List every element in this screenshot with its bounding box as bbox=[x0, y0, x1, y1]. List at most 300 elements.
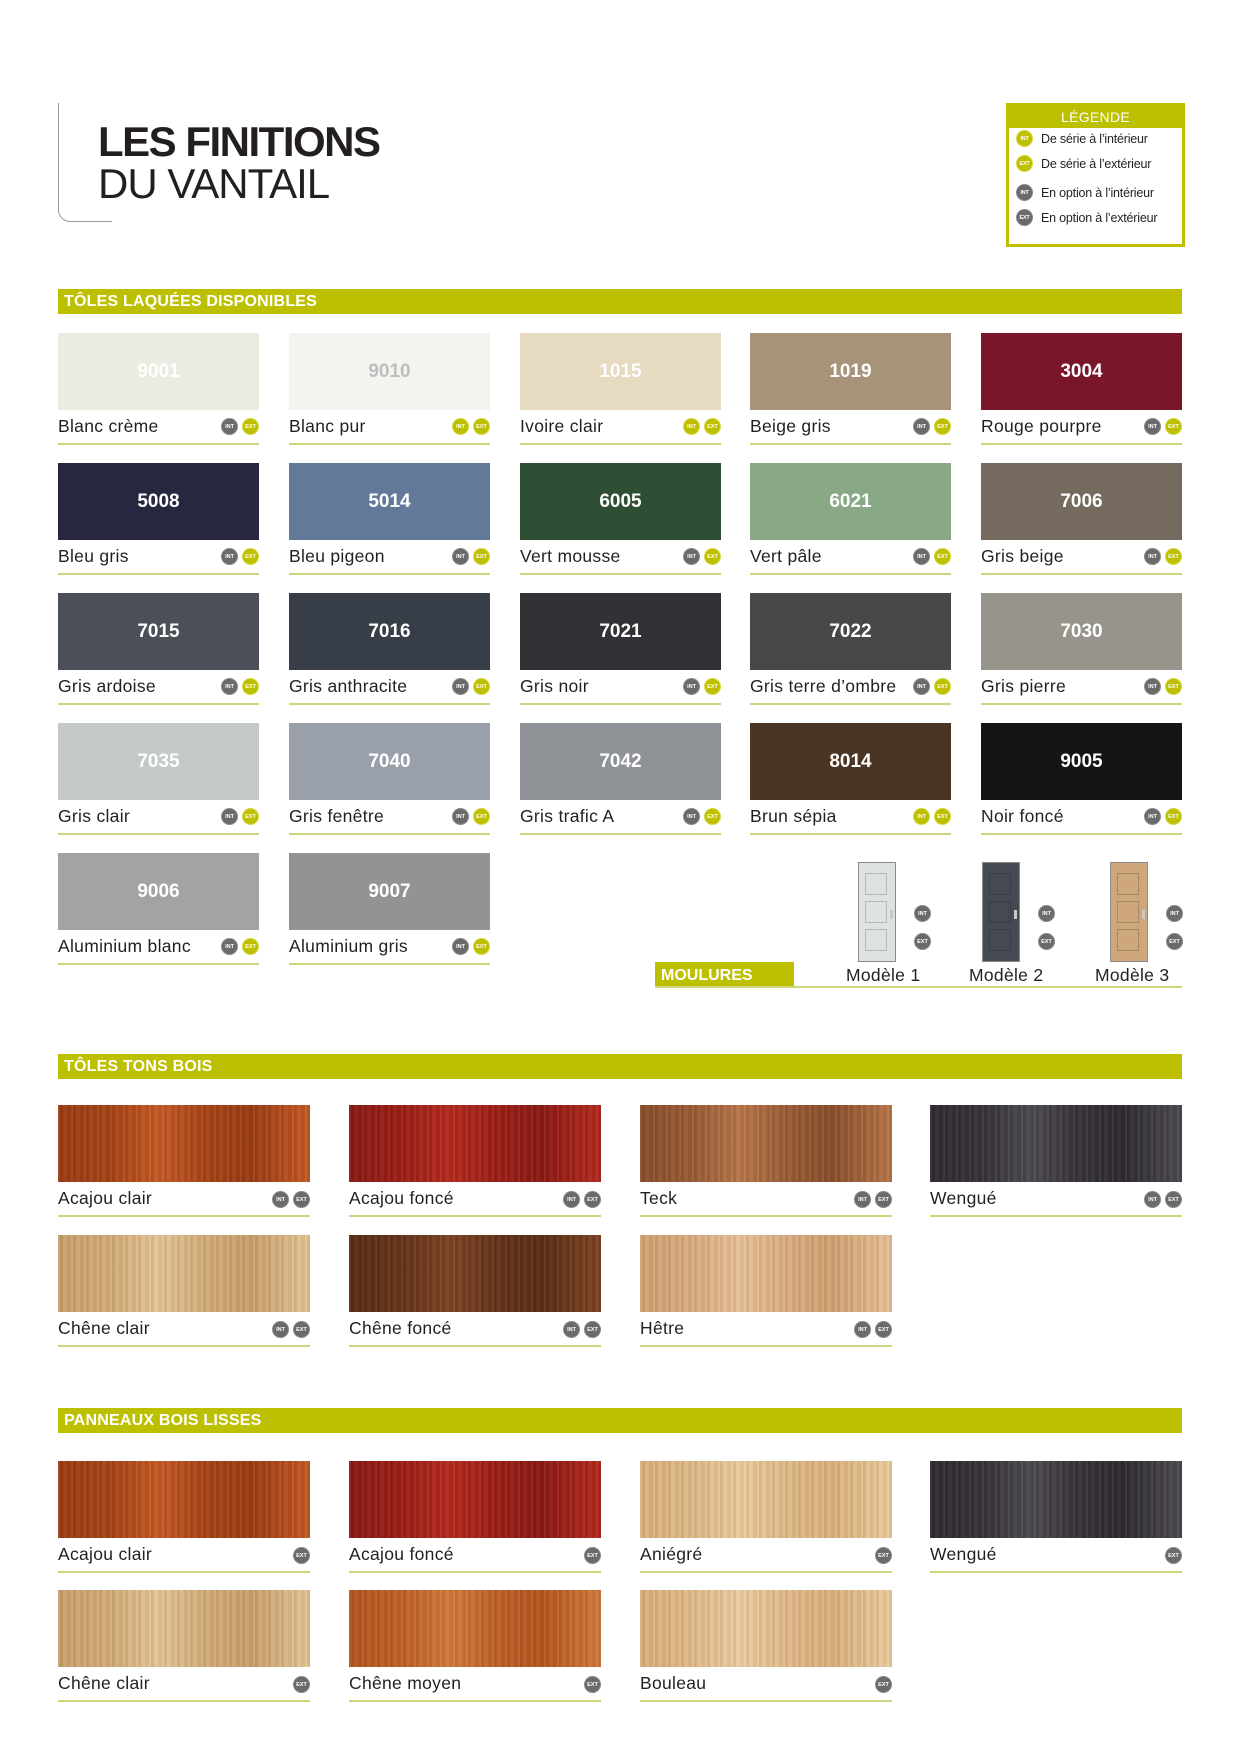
wood-swatch bbox=[58, 1105, 310, 1182]
color-swatch bbox=[58, 593, 259, 670]
ext-badge-icon: EXT bbox=[875, 1676, 892, 1693]
wood-finish-card bbox=[349, 1105, 601, 1217]
color-name: Gris beige bbox=[981, 546, 1064, 566]
finish-card bbox=[981, 333, 1182, 445]
availability-badges bbox=[221, 808, 259, 825]
card-underline bbox=[750, 443, 951, 445]
door-panel-molding bbox=[989, 929, 1011, 951]
color-swatch bbox=[58, 853, 259, 930]
card-underline bbox=[58, 1345, 310, 1347]
availability-badges bbox=[683, 808, 721, 825]
availability-badges bbox=[221, 418, 259, 435]
color-name: Bleu pigeon bbox=[289, 546, 385, 566]
ext-badge-icon: EXT bbox=[704, 808, 721, 825]
color-name: Gris trafic A bbox=[520, 806, 615, 826]
ext-badge-icon: EXT bbox=[875, 1191, 892, 1208]
card-underline bbox=[750, 703, 951, 705]
ext-badge-icon: EXT bbox=[584, 1321, 601, 1338]
card-underline bbox=[58, 1700, 310, 1702]
color-name: Aluminium blanc bbox=[58, 936, 191, 956]
color-code: 1015 bbox=[599, 360, 642, 382]
color-swatch bbox=[750, 333, 951, 410]
finish-card bbox=[750, 723, 951, 835]
wood-name: Acajou foncé bbox=[349, 1544, 454, 1564]
ext-badge-icon: EXT bbox=[704, 548, 721, 565]
door-panel-molding bbox=[865, 901, 887, 923]
availability-badges bbox=[584, 1676, 601, 1693]
card-underline bbox=[981, 703, 1182, 705]
availability-badges bbox=[221, 548, 259, 565]
page-title-line1: LES FINITIONS bbox=[98, 118, 380, 165]
section-title-laquees: TÔLES LAQUÉES DISPONIBLES bbox=[58, 289, 1182, 314]
color-name: Ivoire clair bbox=[520, 416, 604, 436]
color-name: Brun sépia bbox=[750, 806, 837, 826]
door-panel-molding bbox=[989, 873, 1011, 895]
ext-badge-icon: EXT bbox=[242, 808, 259, 825]
ext-badge-icon: EXT bbox=[1165, 1191, 1182, 1208]
wood-swatch bbox=[640, 1105, 892, 1182]
wood-swatch bbox=[640, 1461, 892, 1538]
int-badge-icon: INT bbox=[221, 418, 238, 435]
int-badge-icon: INT bbox=[1144, 418, 1161, 435]
card-underline bbox=[289, 963, 490, 965]
color-swatch bbox=[981, 593, 1182, 670]
section-title-tons-bois: TÔLES TONS BOIS bbox=[58, 1054, 1182, 1079]
color-code: 3004 bbox=[1060, 360, 1103, 382]
int-badge-icon: INT bbox=[913, 808, 930, 825]
ext-badge-icon: EXT bbox=[584, 1191, 601, 1208]
ext-badge-icon: EXT bbox=[1165, 548, 1182, 565]
finish-card bbox=[289, 853, 490, 965]
card-underline bbox=[981, 443, 1182, 445]
color-code: 7021 bbox=[599, 620, 642, 642]
availability-badges bbox=[563, 1191, 601, 1208]
wood-name: Chêne clair bbox=[58, 1673, 150, 1693]
color-code: 7006 bbox=[1060, 490, 1103, 512]
color-code: 8014 bbox=[829, 750, 872, 772]
int-badge-icon: INT bbox=[854, 1191, 871, 1208]
legend-item-label: De série à l’extérieur bbox=[1041, 156, 1152, 171]
wood-swatch bbox=[349, 1235, 601, 1312]
wood-finish-card bbox=[640, 1590, 892, 1702]
card-underline bbox=[520, 573, 721, 575]
wood-swatch bbox=[640, 1235, 892, 1312]
card-underline bbox=[349, 1345, 601, 1347]
color-code: 9006 bbox=[137, 880, 180, 902]
int-badge-icon: INT bbox=[854, 1321, 871, 1338]
color-code: 7042 bbox=[599, 750, 642, 772]
int-badge-icon: INT bbox=[1038, 905, 1055, 922]
finish-card bbox=[289, 723, 490, 835]
availability-badges bbox=[563, 1321, 601, 1338]
availability-badges bbox=[913, 808, 951, 825]
availability-badges bbox=[452, 548, 490, 565]
int-badge-icon: INT bbox=[1016, 130, 1033, 147]
ext-badge-icon: EXT bbox=[1165, 678, 1182, 695]
card-underline bbox=[58, 833, 259, 835]
color-name: Gris pierre bbox=[981, 676, 1066, 696]
int-badge-icon: INT bbox=[1016, 184, 1033, 201]
int-badge-icon: INT bbox=[221, 678, 238, 695]
ext-badge-icon: EXT bbox=[1165, 808, 1182, 825]
legend-item-label: De série à l’intérieur bbox=[1041, 131, 1148, 146]
int-badge-icon: INT bbox=[272, 1321, 289, 1338]
legend-title: LÉGENDE bbox=[1009, 106, 1182, 128]
door-model-image bbox=[982, 862, 1020, 962]
legend-box bbox=[1006, 103, 1185, 247]
wood-finish-card bbox=[58, 1105, 310, 1217]
int-badge-icon: INT bbox=[221, 808, 238, 825]
color-swatch bbox=[750, 723, 951, 800]
wood-swatch bbox=[349, 1461, 601, 1538]
door-handle bbox=[1142, 910, 1145, 919]
ext-badge-icon: EXT bbox=[1016, 209, 1033, 226]
int-badge-icon: INT bbox=[452, 678, 469, 695]
legend-item bbox=[1016, 155, 1151, 172]
int-badge-icon: INT bbox=[1166, 905, 1183, 922]
model-int-badge bbox=[914, 905, 931, 922]
finish-card bbox=[289, 463, 490, 575]
color-swatch bbox=[58, 333, 259, 410]
model-label: Modèle 1 bbox=[846, 965, 921, 985]
color-code: 9001 bbox=[137, 360, 180, 382]
ext-badge-icon: EXT bbox=[934, 678, 951, 695]
color-code: 7015 bbox=[137, 620, 180, 642]
int-badge-icon: INT bbox=[452, 938, 469, 955]
availability-badges bbox=[221, 678, 259, 695]
card-underline bbox=[289, 703, 490, 705]
color-code: 5014 bbox=[368, 490, 411, 512]
color-code: 9005 bbox=[1060, 750, 1103, 772]
color-name: Noir foncé bbox=[981, 806, 1064, 826]
availability-badges bbox=[1144, 418, 1182, 435]
int-badge-icon: INT bbox=[1144, 678, 1161, 695]
wood-finish-card bbox=[58, 1590, 310, 1702]
color-swatch bbox=[520, 723, 721, 800]
ext-badge-icon: EXT bbox=[293, 1676, 310, 1693]
finish-card bbox=[981, 593, 1182, 705]
card-underline bbox=[981, 573, 1182, 575]
color-code: 7040 bbox=[368, 750, 411, 772]
availability-badges bbox=[854, 1321, 892, 1338]
availability-badges bbox=[452, 418, 490, 435]
card-underline bbox=[640, 1700, 892, 1702]
door-panel-molding bbox=[865, 873, 887, 895]
card-underline bbox=[349, 1571, 601, 1573]
page-title-line2: DU VANTAIL bbox=[98, 160, 330, 207]
int-badge-icon: INT bbox=[1144, 1191, 1161, 1208]
availability-badges bbox=[683, 418, 721, 435]
door-panel-molding bbox=[1117, 873, 1139, 895]
availability-badges bbox=[221, 938, 259, 955]
ext-badge-icon: EXT bbox=[934, 808, 951, 825]
card-underline bbox=[58, 443, 259, 445]
model-ext-badge bbox=[914, 933, 931, 950]
section-title-panneaux: PANNEAUX BOIS LISSES bbox=[58, 1408, 1182, 1433]
color-name: Gris ardoise bbox=[58, 676, 156, 696]
color-swatch bbox=[981, 463, 1182, 540]
availability-badges bbox=[683, 678, 721, 695]
ext-badge-icon: EXT bbox=[473, 418, 490, 435]
card-underline bbox=[58, 703, 259, 705]
color-code: 6005 bbox=[599, 490, 642, 512]
card-underline bbox=[640, 1345, 892, 1347]
door-handle bbox=[1014, 910, 1017, 919]
ext-badge-icon: EXT bbox=[293, 1321, 310, 1338]
int-badge-icon: INT bbox=[272, 1191, 289, 1208]
wood-name: Wengué bbox=[930, 1188, 997, 1208]
availability-badges bbox=[272, 1191, 310, 1208]
ext-badge-icon: EXT bbox=[293, 1191, 310, 1208]
card-underline bbox=[750, 573, 951, 575]
wood-name: Chêne clair bbox=[58, 1318, 150, 1338]
color-code: 5008 bbox=[137, 490, 180, 512]
color-swatch bbox=[750, 593, 951, 670]
ext-badge-icon: EXT bbox=[242, 938, 259, 955]
finish-card bbox=[58, 333, 259, 445]
availability-badges bbox=[584, 1547, 601, 1564]
finish-card bbox=[750, 593, 951, 705]
ext-badge-icon: EXT bbox=[704, 678, 721, 695]
ext-badge-icon: EXT bbox=[934, 418, 951, 435]
ext-badge-icon: EXT bbox=[473, 938, 490, 955]
availability-badges bbox=[452, 938, 490, 955]
color-swatch bbox=[58, 463, 259, 540]
card-underline bbox=[349, 1700, 601, 1702]
door-handle bbox=[890, 910, 893, 919]
legend-item bbox=[1016, 184, 1154, 201]
card-underline bbox=[520, 443, 721, 445]
wood-name: Acajou foncé bbox=[349, 1188, 454, 1208]
availability-badges bbox=[913, 548, 951, 565]
card-underline bbox=[289, 443, 490, 445]
color-name: Blanc pur bbox=[289, 416, 366, 436]
ext-badge-icon: EXT bbox=[473, 678, 490, 695]
legend-item-label: En option à l’intérieur bbox=[1041, 185, 1154, 200]
ext-badge-icon: EXT bbox=[914, 933, 931, 950]
int-badge-icon: INT bbox=[452, 418, 469, 435]
model-label: Modèle 3 bbox=[1095, 965, 1170, 985]
int-badge-icon: INT bbox=[1144, 548, 1161, 565]
color-swatch bbox=[289, 593, 490, 670]
int-badge-icon: INT bbox=[913, 548, 930, 565]
wood-finish-card bbox=[349, 1461, 601, 1573]
int-badge-icon: INT bbox=[914, 905, 931, 922]
wood-finish-card bbox=[349, 1235, 601, 1347]
door-panel-molding bbox=[1117, 901, 1139, 923]
availability-badges bbox=[1144, 1191, 1182, 1208]
color-name: Bleu gris bbox=[58, 546, 129, 566]
color-name: Blanc crème bbox=[58, 416, 159, 436]
finish-card bbox=[520, 723, 721, 835]
wood-name: Acajou clair bbox=[58, 1188, 153, 1208]
moulures-title: MOULURES bbox=[655, 962, 794, 987]
door-model-image bbox=[858, 862, 896, 962]
card-underline bbox=[58, 1571, 310, 1573]
color-swatch bbox=[750, 463, 951, 540]
finish-card bbox=[58, 463, 259, 575]
finish-card bbox=[520, 333, 721, 445]
availability-badges bbox=[683, 548, 721, 565]
int-badge-icon: INT bbox=[1144, 808, 1161, 825]
wood-swatch bbox=[58, 1461, 310, 1538]
wood-finish-card bbox=[930, 1105, 1182, 1217]
wood-name: Wengué bbox=[930, 1544, 997, 1564]
model-ext-badge bbox=[1038, 933, 1055, 950]
ext-badge-icon: EXT bbox=[704, 418, 721, 435]
finish-card bbox=[289, 593, 490, 705]
color-name: Rouge pourpre bbox=[981, 416, 1102, 436]
card-underline bbox=[520, 833, 721, 835]
ext-badge-icon: EXT bbox=[473, 548, 490, 565]
wood-finish-card bbox=[58, 1235, 310, 1347]
availability-badges bbox=[913, 678, 951, 695]
ext-badge-icon: EXT bbox=[242, 678, 259, 695]
ext-badge-icon: EXT bbox=[875, 1321, 892, 1338]
availability-badges bbox=[1165, 1547, 1182, 1564]
color-swatch bbox=[981, 723, 1182, 800]
finish-card bbox=[289, 333, 490, 445]
color-code: 9007 bbox=[368, 880, 411, 902]
color-swatch bbox=[289, 463, 490, 540]
color-code: 7030 bbox=[1060, 620, 1103, 642]
card-underline bbox=[750, 833, 951, 835]
color-name: Gris anthracite bbox=[289, 676, 408, 696]
color-name: Gris clair bbox=[58, 806, 131, 826]
ext-badge-icon: EXT bbox=[473, 808, 490, 825]
ext-badge-icon: EXT bbox=[584, 1676, 601, 1693]
color-swatch bbox=[58, 723, 259, 800]
availability-badges bbox=[272, 1321, 310, 1338]
door-panel-molding bbox=[865, 929, 887, 951]
color-code: 7022 bbox=[829, 620, 872, 642]
int-badge-icon: INT bbox=[452, 548, 469, 565]
finish-card bbox=[520, 593, 721, 705]
int-badge-icon: INT bbox=[913, 678, 930, 695]
wood-name: Aniégré bbox=[640, 1544, 703, 1564]
availability-badges bbox=[1144, 548, 1182, 565]
door-panel-molding bbox=[989, 901, 1011, 923]
color-name: Gris terre d’ombre bbox=[750, 676, 897, 696]
card-underline bbox=[58, 963, 259, 965]
color-name: Gris fenêtre bbox=[289, 806, 385, 826]
ext-badge-icon: EXT bbox=[293, 1547, 310, 1564]
wood-swatch bbox=[349, 1105, 601, 1182]
wood-swatch bbox=[640, 1590, 892, 1667]
color-code: 9010 bbox=[368, 360, 411, 382]
wood-name: Acajou clair bbox=[58, 1544, 153, 1564]
ext-badge-icon: EXT bbox=[1166, 933, 1183, 950]
int-badge-icon: INT bbox=[913, 418, 930, 435]
wood-name: Bouleau bbox=[640, 1673, 707, 1693]
card-underline bbox=[930, 1571, 1182, 1573]
color-code: 7035 bbox=[137, 750, 180, 772]
wood-swatch bbox=[58, 1235, 310, 1312]
card-underline bbox=[640, 1215, 892, 1217]
finish-card bbox=[981, 463, 1182, 575]
ext-badge-icon: EXT bbox=[875, 1547, 892, 1564]
wood-finish-card bbox=[58, 1461, 310, 1573]
finish-card bbox=[750, 463, 951, 575]
ext-badge-icon: EXT bbox=[242, 418, 259, 435]
color-code: 1019 bbox=[829, 360, 872, 382]
color-name: Gris noir bbox=[520, 676, 589, 696]
availability-badges bbox=[1144, 678, 1182, 695]
int-badge-icon: INT bbox=[683, 548, 700, 565]
finish-card bbox=[58, 853, 259, 965]
availability-badges bbox=[875, 1676, 892, 1693]
wood-swatch bbox=[58, 1590, 310, 1667]
legend-item bbox=[1016, 209, 1157, 226]
legend-item-label: En option à l’extérieur bbox=[1041, 210, 1158, 225]
color-swatch bbox=[520, 333, 721, 410]
finish-card bbox=[750, 333, 951, 445]
model-ext-badge bbox=[1166, 933, 1183, 950]
availability-badges bbox=[1144, 808, 1182, 825]
wood-swatch bbox=[349, 1590, 601, 1667]
availability-badges bbox=[854, 1191, 892, 1208]
door-panel-molding bbox=[1117, 929, 1139, 951]
card-underline bbox=[58, 1215, 310, 1217]
legend-item bbox=[1016, 130, 1148, 147]
card-underline bbox=[520, 703, 721, 705]
color-swatch bbox=[981, 333, 1182, 410]
wood-finish-card bbox=[640, 1105, 892, 1217]
card-underline bbox=[289, 833, 490, 835]
door-model-image bbox=[1110, 862, 1148, 962]
color-swatch bbox=[289, 723, 490, 800]
model-label: Modèle 2 bbox=[969, 965, 1044, 985]
finish-card bbox=[58, 593, 259, 705]
wood-swatch bbox=[930, 1105, 1182, 1182]
card-underline bbox=[58, 573, 259, 575]
card-underline bbox=[349, 1215, 601, 1217]
availability-badges bbox=[293, 1547, 310, 1564]
wood-name: Hêtre bbox=[640, 1318, 685, 1338]
int-badge-icon: INT bbox=[221, 548, 238, 565]
color-code: 6021 bbox=[829, 490, 872, 512]
availability-badges bbox=[452, 678, 490, 695]
color-swatch bbox=[520, 593, 721, 670]
finish-card bbox=[981, 723, 1182, 835]
model-int-badge bbox=[1038, 905, 1055, 922]
wood-finish-card bbox=[640, 1235, 892, 1347]
card-underline bbox=[981, 833, 1182, 835]
wood-name: Chêne foncé bbox=[349, 1318, 452, 1338]
color-swatch bbox=[520, 463, 721, 540]
card-underline bbox=[640, 1571, 892, 1573]
wood-name: Chêne moyen bbox=[349, 1673, 462, 1693]
availability-badges bbox=[875, 1547, 892, 1564]
int-badge-icon: INT bbox=[452, 808, 469, 825]
ext-badge-icon: EXT bbox=[584, 1547, 601, 1564]
card-underline bbox=[289, 573, 490, 575]
ext-badge-icon: EXT bbox=[1165, 1547, 1182, 1564]
availability-badges bbox=[452, 808, 490, 825]
availability-badges bbox=[293, 1676, 310, 1693]
finish-card bbox=[58, 723, 259, 835]
availability-badges bbox=[913, 418, 951, 435]
color-name: Vert mousse bbox=[520, 546, 621, 566]
int-badge-icon: INT bbox=[683, 808, 700, 825]
color-name: Aluminium gris bbox=[289, 936, 408, 956]
int-badge-icon: INT bbox=[683, 678, 700, 695]
ext-badge-icon: EXT bbox=[934, 548, 951, 565]
ext-badge-icon: EXT bbox=[1016, 155, 1033, 172]
color-name: Vert pâle bbox=[750, 546, 822, 566]
color-code: 7016 bbox=[368, 620, 411, 642]
int-badge-icon: INT bbox=[563, 1321, 580, 1338]
